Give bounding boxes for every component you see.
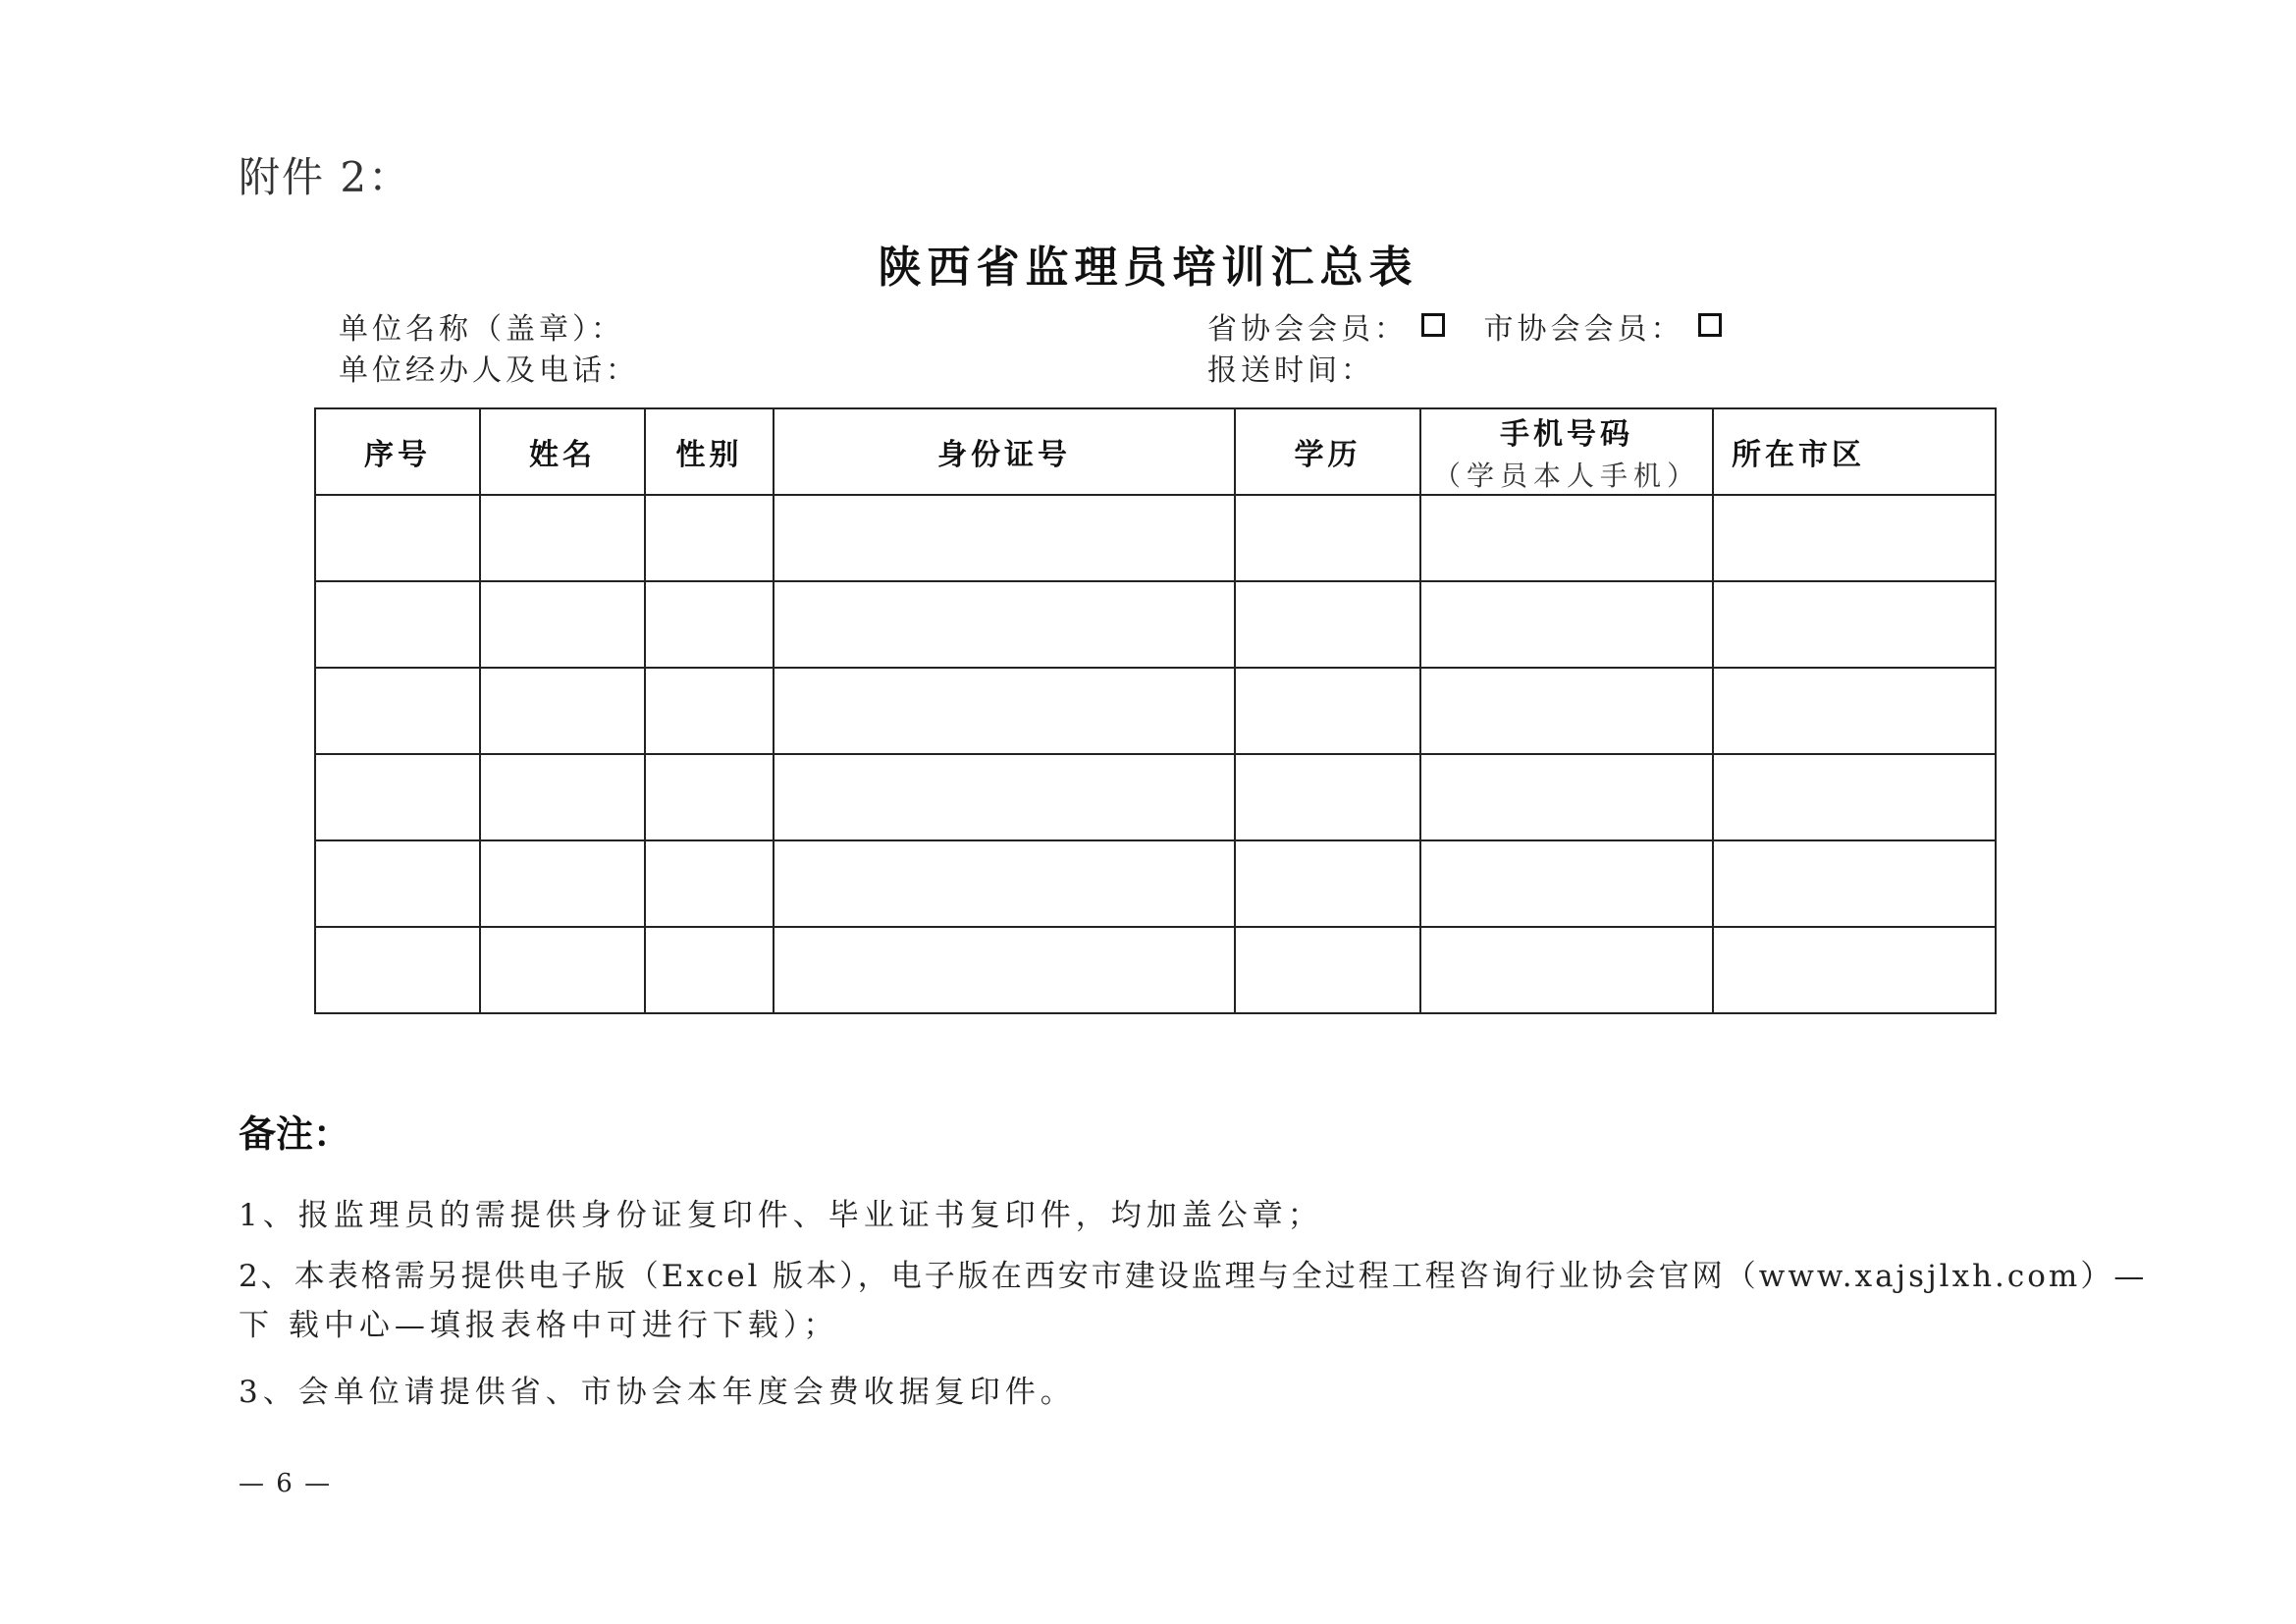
table-row [315, 927, 1996, 1013]
cell-city[interactable] [1713, 668, 1996, 754]
cell-gender[interactable] [645, 754, 774, 840]
notes-title: 备注： [239, 1112, 351, 1156]
note-item-2: 2、本表格需另提供电子版（Excel 版本），电子版在西安市建设监理与全过程工程咨询行业协会官网（www.xajsjlxh.com）— [239, 1259, 2148, 1294]
cell-name[interactable] [480, 754, 645, 840]
note-item-3: 3、会单位请提供省、市协会本年度会费收据复印件。 [239, 1375, 1076, 1410]
cell-name[interactable] [480, 840, 645, 927]
cell-gender[interactable] [645, 668, 774, 754]
cell-phone[interactable] [1420, 927, 1713, 1013]
cell-seq[interactable] [315, 668, 480, 754]
cell-gender[interactable] [645, 927, 774, 1013]
contact-label: 单位经办人及电话： [339, 353, 639, 388]
cell-city[interactable] [1713, 495, 1996, 581]
cell-name[interactable] [480, 495, 645, 581]
cell-city[interactable] [1713, 927, 1996, 1013]
cell-phone[interactable] [1420, 668, 1713, 754]
submit-time-label: 报送时间： [1207, 353, 1374, 388]
cell-city[interactable] [1713, 754, 1996, 840]
cell-id-number[interactable] [774, 927, 1235, 1013]
cell-education[interactable] [1235, 754, 1420, 840]
table-header-row [315, 408, 1996, 495]
cell-phone[interactable] [1420, 754, 1713, 840]
cell-education[interactable] [1235, 581, 1420, 668]
membership-row [1207, 304, 1728, 348]
city-member-label: 市协会会员： [1483, 312, 1684, 347]
table-row [315, 581, 1996, 668]
cell-name[interactable] [480, 581, 645, 668]
cell-city[interactable] [1713, 581, 1996, 668]
cell-name[interactable] [480, 927, 645, 1013]
cell-name[interactable] [480, 668, 645, 754]
cell-education[interactable] [1235, 840, 1420, 927]
cell-phone[interactable] [1420, 840, 1713, 927]
cell-education[interactable] [1235, 927, 1420, 1013]
header-seq: 序号 [315, 408, 480, 495]
header-education: 学历 [1235, 408, 1420, 495]
header-city: 所在市区 [1713, 408, 1996, 495]
table-row [315, 840, 1996, 927]
cell-phone[interactable] [1420, 495, 1713, 581]
cell-id-number[interactable] [774, 840, 1235, 927]
cell-seq[interactable] [315, 581, 480, 668]
table-row [315, 495, 1996, 581]
page-number: — 6 — [239, 1469, 333, 1498]
table-row [315, 754, 1996, 840]
note-item-2-continued: 下 载中心—填报表格中可进行下载）； [239, 1308, 839, 1343]
table-row [315, 668, 1996, 754]
cell-gender[interactable] [645, 840, 774, 927]
header-name: 姓名 [480, 408, 645, 495]
cell-gender[interactable] [645, 581, 774, 668]
header-phone [1420, 408, 1713, 495]
cell-seq[interactable] [315, 927, 480, 1013]
cell-education[interactable] [1235, 668, 1420, 754]
header-gender: 性别 [645, 408, 774, 495]
header-id-number: 身份证号 [774, 408, 1235, 495]
cell-id-number[interactable] [774, 581, 1235, 668]
cell-phone[interactable] [1420, 581, 1713, 668]
cell-education[interactable] [1235, 495, 1420, 581]
cell-id-number[interactable] [774, 495, 1235, 581]
unit-name-label: 单位名称（盖章）： [339, 312, 624, 347]
header-phone-label: 手机号码 [1500, 417, 1633, 452]
page-title: 陕西省监理员培训汇总表 [878, 243, 1418, 293]
cell-seq[interactable] [315, 495, 480, 581]
cell-city[interactable] [1713, 840, 1996, 927]
city-member-checkbox[interactable] [1698, 313, 1722, 337]
cell-seq[interactable] [315, 754, 480, 840]
cell-id-number[interactable] [774, 754, 1235, 840]
cell-seq[interactable] [315, 840, 480, 927]
cell-id-number[interactable] [774, 668, 1235, 754]
provincial-member-label: 省协会会员： [1207, 312, 1408, 347]
note-item-1: 1、报监理员的需提供身份证复印件、毕业证书复印件，均加盖公章； [239, 1198, 1323, 1233]
roster-table [314, 407, 1997, 1014]
cell-gender[interactable] [645, 495, 774, 581]
attachment-label: 附件 2： [239, 153, 412, 201]
provincial-member-checkbox[interactable] [1421, 313, 1445, 337]
header-phone-note: （学员本人手机） [1432, 460, 1700, 492]
